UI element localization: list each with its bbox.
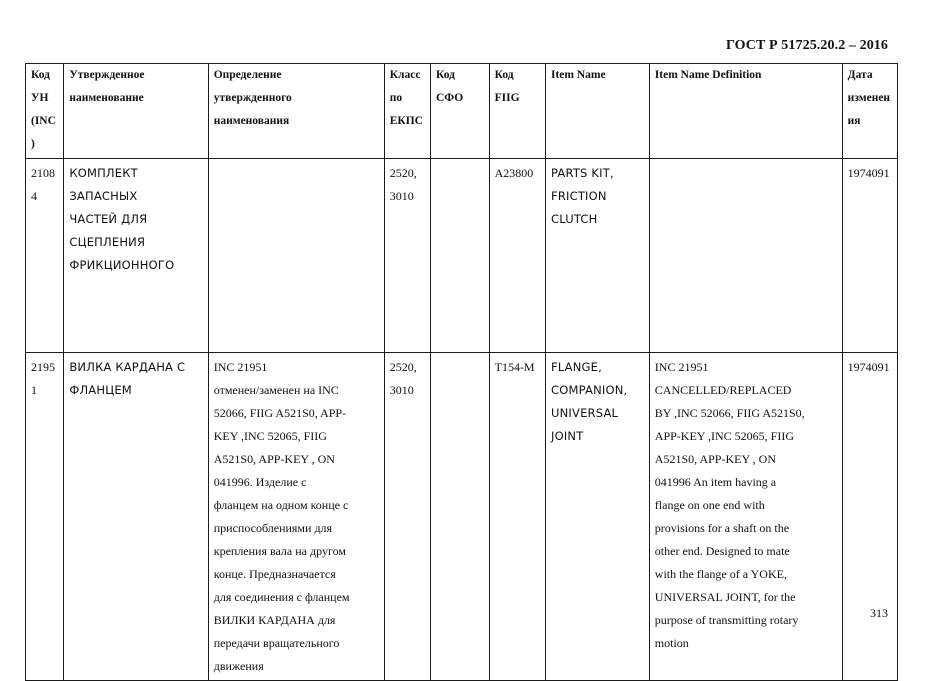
column-header-sfo: Код СФО xyxy=(430,64,489,159)
column-header-approved-name: Утвержденное наименование xyxy=(64,64,208,159)
cell-item-definition: INC 21951 CANCELLED/REPLACED BY ,INC 52066, FIIG A521S0, APP-KEY ,INC 52065, FIIG A521S0, APP-KEY , ON 041996 An item having a flange on one end with provisions for a shaft on the other end. Designed to mate with the flange of a YOKE, UNIVERSAL JOINT, for the purpose of transmitting rotary motion xyxy=(649,353,842,681)
cell-approved-name: ВИЛКА КАРДАНА С ФЛАНЦЕМ xyxy=(64,353,208,681)
cell-approved-name: КОМПЛЕКТ ЗАПАСНЫХ ЧАСТЕЙ ДЛЯ СЦЕПЛЕНИЯ ФРИКЦИОННОГО xyxy=(64,159,208,353)
table-row xyxy=(26,159,898,353)
table-header-row xyxy=(26,64,898,159)
cell-date: 1974091 xyxy=(842,159,897,353)
cell-item-name: PARTS KIT, FRICTION CLUTCH xyxy=(546,159,650,353)
page-number: 313 xyxy=(870,606,888,620)
cell-sfo xyxy=(430,353,489,681)
column-header-item-definition: Item Name Definition xyxy=(649,64,842,159)
column-header-fiig: Код FIIG xyxy=(489,64,545,159)
column-header-class: Класс по ЕКПС xyxy=(384,64,430,159)
cell-fiig: T154-M xyxy=(489,353,545,681)
catalog-table xyxy=(25,63,898,681)
column-header-date: Дата изменен ия xyxy=(842,64,897,159)
cell-class: 2520, 3010 xyxy=(384,159,430,353)
column-header-definition: Определение утвержденного наименования xyxy=(208,64,384,159)
cell-code: 21951 xyxy=(26,353,64,681)
cell-date: 1974091 xyxy=(842,353,897,681)
column-header-code: Код УН (INC) xyxy=(26,64,64,159)
cell-fiig: A23800 xyxy=(489,159,545,353)
table-row xyxy=(26,353,898,681)
cell-definition xyxy=(208,159,384,353)
cell-code: 21084 xyxy=(26,159,64,353)
column-header-item-name: Item Name xyxy=(546,64,650,159)
cell-item-name: FLANGE, COMPANION, UNIVERSAL JOINT xyxy=(546,353,650,681)
cell-class: 2520, 3010 xyxy=(384,353,430,681)
standard-header: ГОСТ Р 51725.20.2 – 2016 xyxy=(725,38,888,53)
cell-definition: INC 21951 отменен/заменен на INC 52066, FIIG A521S0, APP- KEY ,INC 52065, FIIG A521S0, APP-KEY , ON 041996. Изделие с фланцем на одном конце с приспособлениями для крепления вала на другом конце. Предназначается для соединения с фланцем ВИЛКИ КАРДАНА для передачи вращательного движения xyxy=(208,353,384,681)
cell-item-definition xyxy=(649,159,842,353)
cell-sfo xyxy=(430,159,489,353)
